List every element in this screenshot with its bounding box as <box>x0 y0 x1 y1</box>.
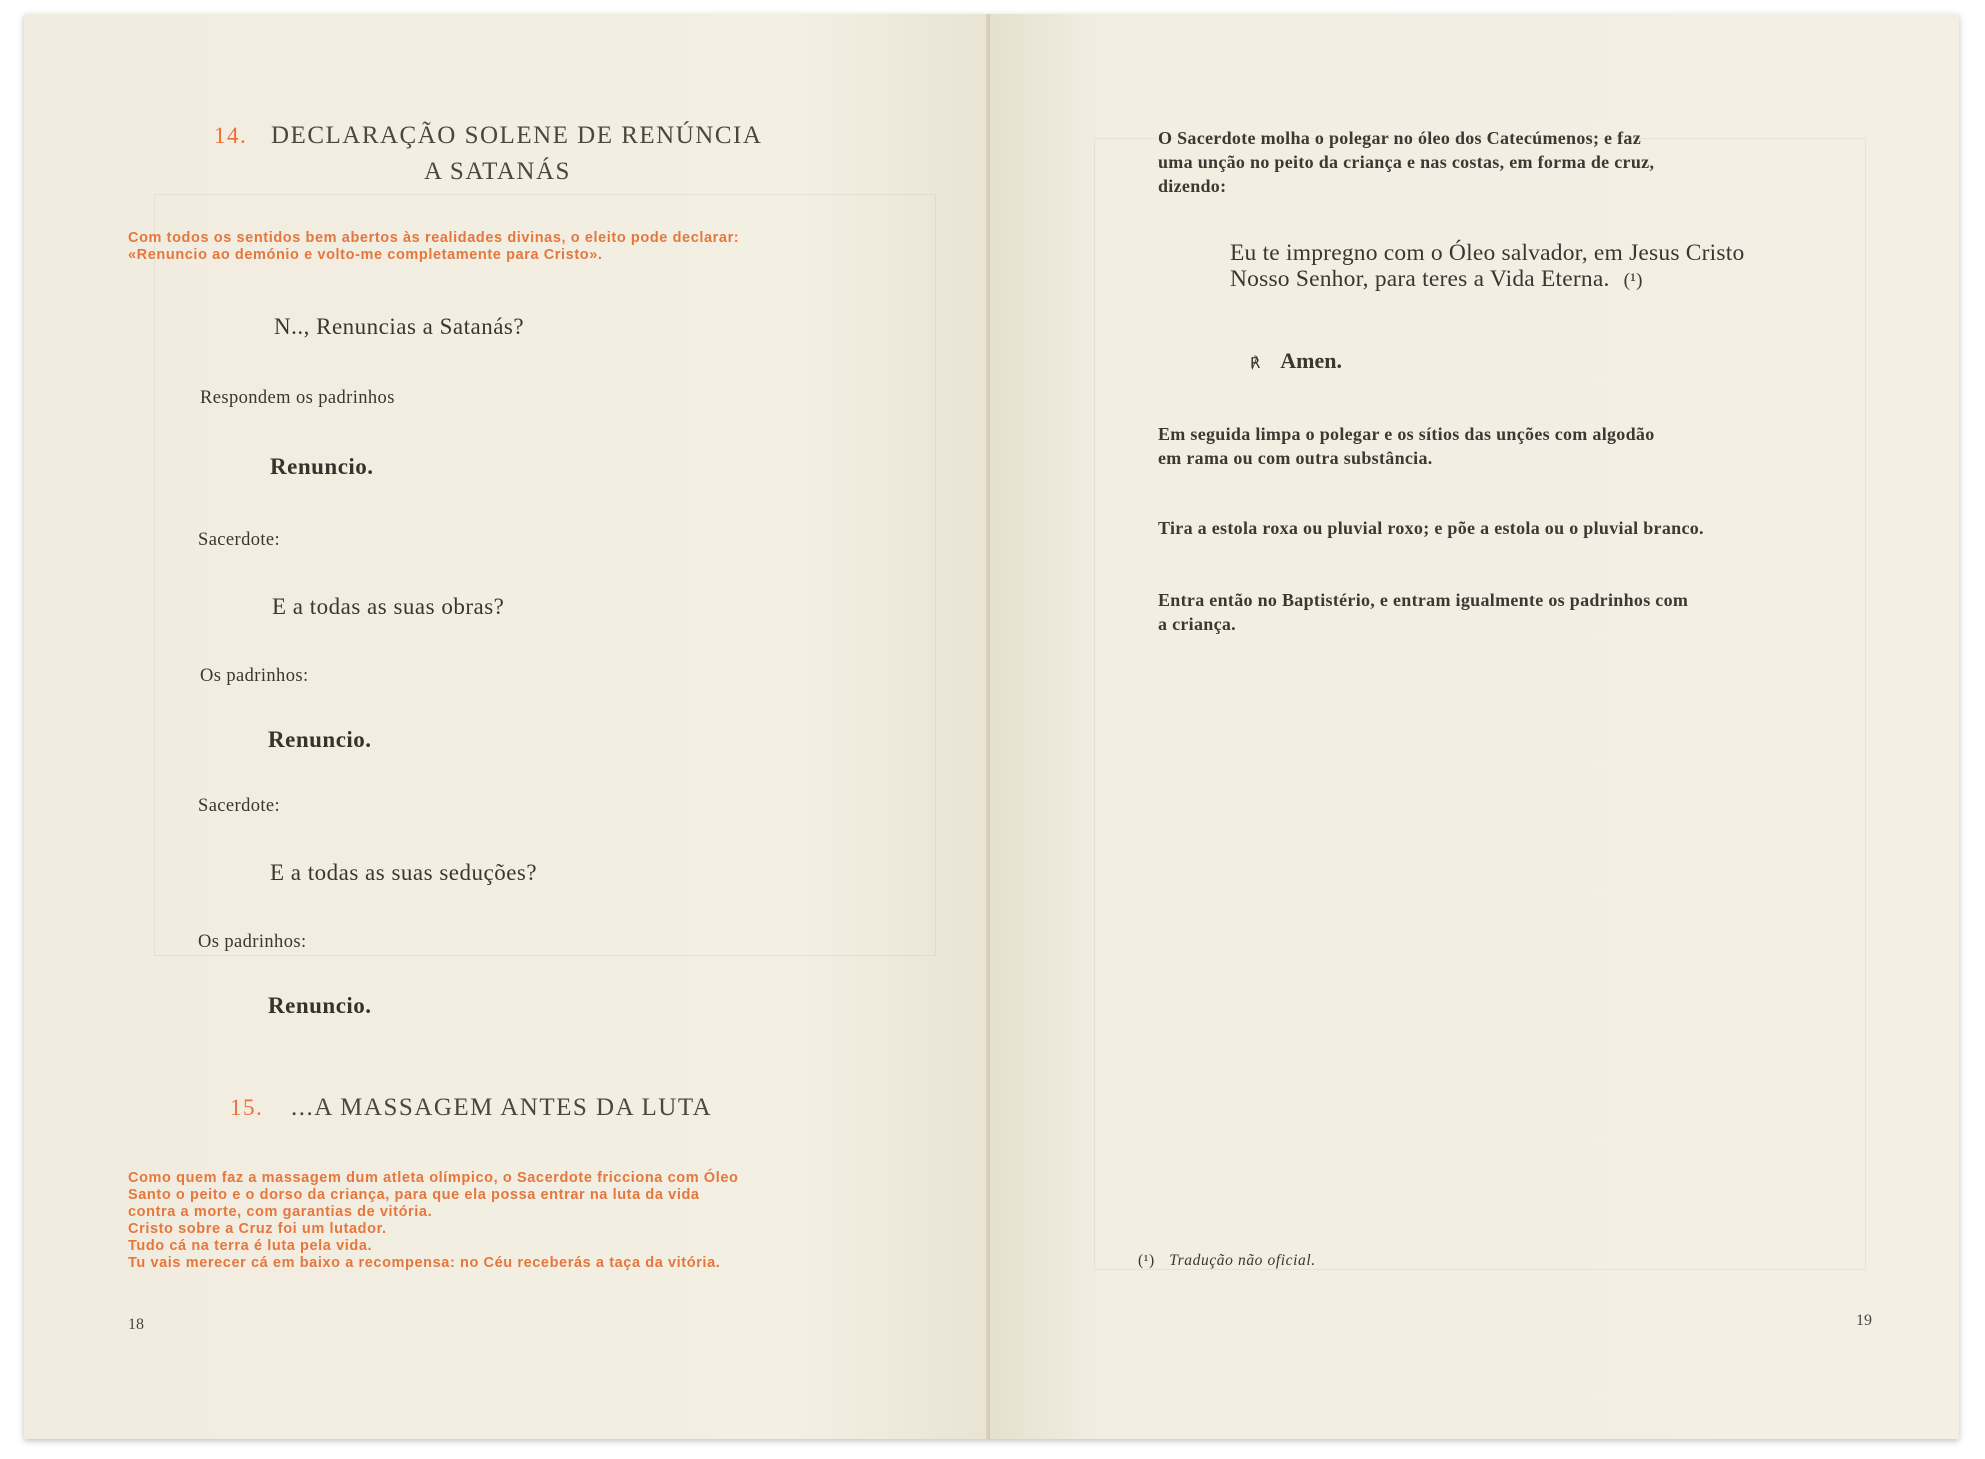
question-seductions: E a todas as suas seduções? <box>270 860 538 885</box>
footnote-text: Tradução não oficial. <box>1169 1252 1316 1269</box>
rubric-anointing-line2: uma unção no peito da criança e nas costas, em forma de cruz, <box>1158 152 1655 172</box>
response-amen-text: Amen. <box>1280 348 1342 373</box>
section-14-title-line1: DECLARAÇÃO SOLENE DE RENÚNCIA <box>271 122 763 149</box>
section-15-heading <box>230 1094 712 1122</box>
rubric-baptistery-line2: a criança. <box>1158 614 1236 634</box>
rubric-baptistery <box>1158 588 1838 636</box>
footnote <box>1138 1252 1316 1270</box>
section-15-note-line5: Tudo cá na terra é luta pela vida. <box>128 1238 373 1254</box>
section-14-number: 14. <box>214 123 248 148</box>
section-14-note-line2: «Renuncio ao demónio e volto-me completamente para Cristo». <box>128 247 603 263</box>
role-priest-2: Sacerdote: <box>198 796 281 816</box>
response-symbol: ℟ <box>1250 356 1261 372</box>
question-satan: N.., Renuncias a Satanás? <box>274 314 525 339</box>
rubric-anointing-line1: O Sacerdote molha o polegar no óleo dos Catecúmenos; e faz <box>1158 128 1642 148</box>
section-14-heading <box>214 122 762 150</box>
left-page <box>24 14 990 1439</box>
response-renuncio-3: Renuncio. <box>268 993 372 1018</box>
rubric-wipe-line1: Em seguida limpa o polegar e os sítios das unções com algodão <box>1158 424 1655 444</box>
section-15-note-line4: Cristo sobre a Cruz foi um lutador. <box>128 1221 387 1237</box>
section-15-note-line1: Como quem faz a massagem dum atleta olímpico, o Sacerdote fricciona com Óleo <box>128 1170 739 1186</box>
section-15-title: ...A MASSAGEM ANTES DA LUTA <box>291 1094 713 1121</box>
section-15-note-line3: contra a morte, com garantias de vitória. <box>128 1204 433 1220</box>
section-15-note-line2: Santo o peito e o dorso da criança, para que ela possa entrar na luta da vida <box>128 1187 700 1203</box>
role-priest-1: Sacerdote: <box>198 530 281 550</box>
page-number-right: 19 <box>1856 1312 1872 1329</box>
response-amen <box>1250 348 1342 374</box>
response-renuncio-1: Renuncio. <box>270 454 374 479</box>
role-godparents-respond: Respondem os padrinhos <box>200 388 395 408</box>
rite-formula <box>1230 240 1744 294</box>
rubric-stole: Tira a estola roxa ou pluvial roxo; e põe a estola ou o pluvial branco. <box>1158 518 1704 538</box>
footnote-mark: (¹) <box>1138 1252 1155 1269</box>
section-15-number: 15. <box>230 1095 264 1120</box>
show-through <box>154 194 936 956</box>
rite-formula-line2-wrap <box>1230 266 1744 294</box>
section-14-title-line2: A SATANÁS <box>424 158 571 185</box>
rubric-wipe <box>1158 422 1838 470</box>
rite-formula-line2: Nosso Senhor, para teres a Vida Eterna. <box>1230 266 1610 292</box>
rite-formula-line1: Eu te impregno com o Óleo salvador, em Jesus Cristo <box>1230 240 1745 266</box>
page-number-left: 18 <box>128 1316 144 1333</box>
rubric-wipe-line2: em rama ou com outra substância. <box>1158 448 1433 468</box>
right-page <box>990 14 1959 1439</box>
role-godparents-2: Os padrinhos: <box>198 932 307 952</box>
show-through-right <box>1094 138 1866 1270</box>
rite-footnote-mark: (¹) <box>1623 270 1643 291</box>
response-renuncio-2: Renuncio. <box>268 727 372 752</box>
role-godparents-1: Os padrinhos: <box>200 666 309 686</box>
section-15-note-line6: Tu vais merecer cá em baixo a recompensa: no Céu receberás a taça da vitória. <box>128 1255 721 1271</box>
open-booklet <box>24 14 1959 1439</box>
section-14-note-line1: Com todos os sentidos bem abertos às realidades divinas, o eleito pode declarar: <box>128 230 740 246</box>
rubric-anointing-line3: dizendo: <box>1158 176 1227 196</box>
rubric-anointing <box>1158 126 1838 198</box>
question-works: E a todas as suas obras? <box>272 594 505 619</box>
rubric-baptistery-line1: Entra então no Baptistério, e entram igualmente os padrinhos com <box>1158 590 1689 610</box>
